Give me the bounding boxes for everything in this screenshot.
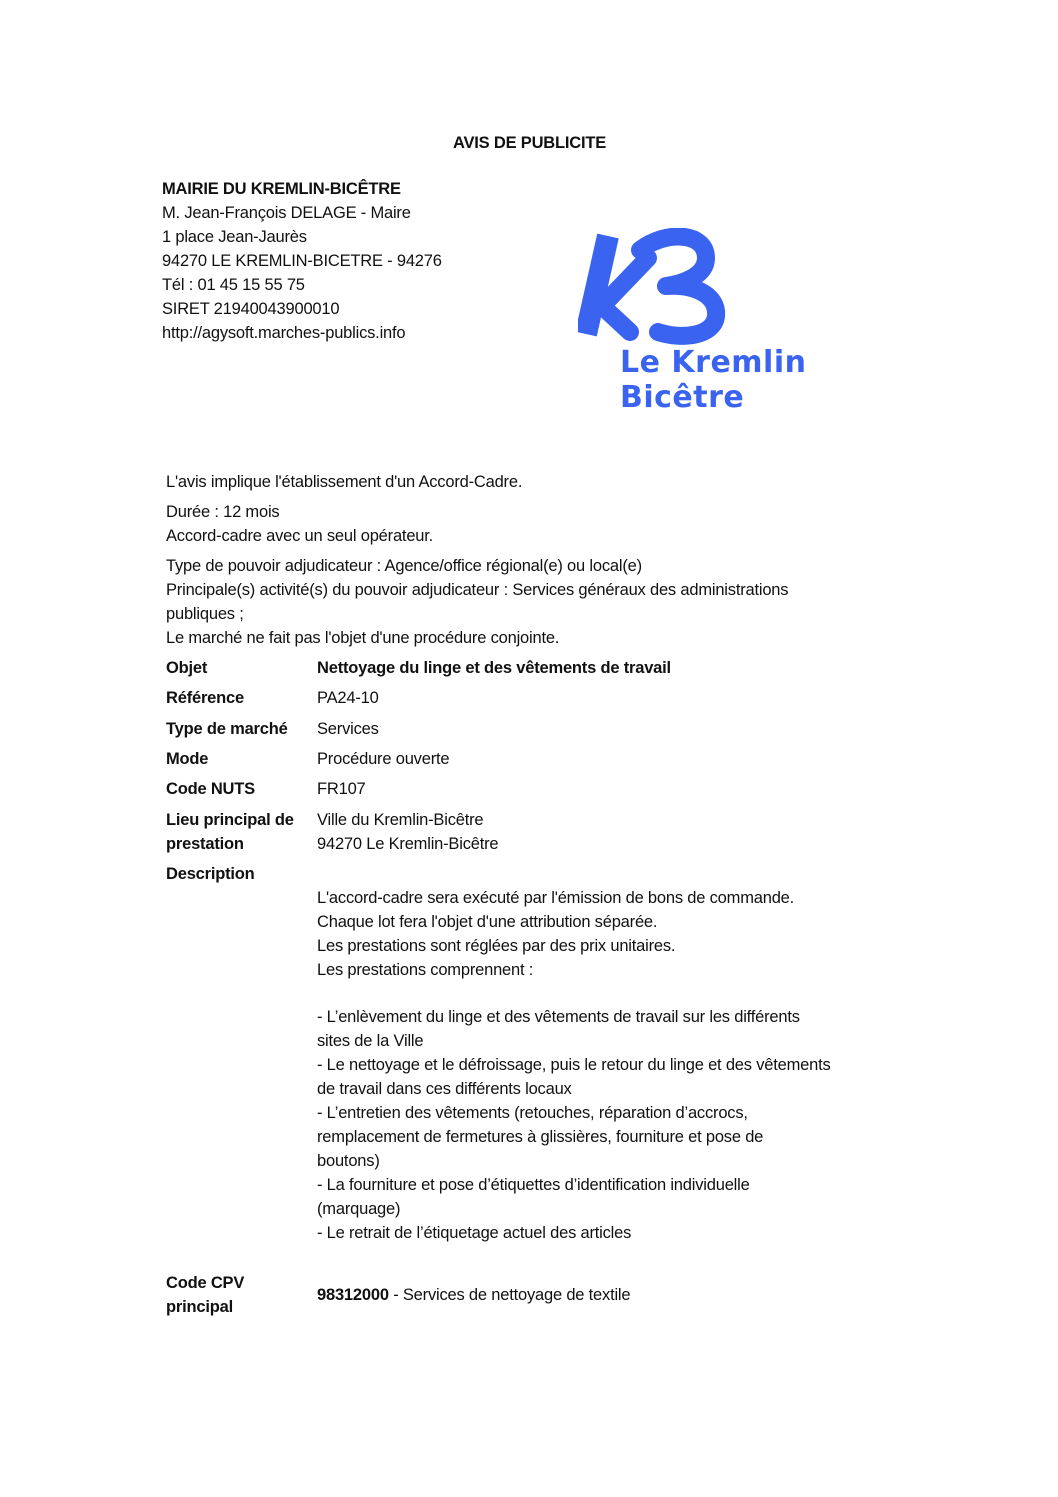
market-type-value: Services xyxy=(317,720,379,738)
authority-activities-cont: publiques ; xyxy=(166,605,244,623)
description-line: sites de la Ville xyxy=(317,1032,424,1050)
description-line: Les prestations sont réglées par des prix unitaires. xyxy=(317,937,676,955)
mode-label: Mode xyxy=(166,750,209,768)
market-type-label: Type de marché xyxy=(166,720,288,738)
description-line: boutons) xyxy=(317,1152,380,1170)
objet-value: Nettoyage du linge et des vêtements de travail xyxy=(317,659,671,677)
cpv-code: 98312000 xyxy=(317,1286,389,1304)
description-line: - Le nettoyage et le défroissage, puis le retour du linge et des vêtements xyxy=(317,1056,831,1074)
logo-text-line1: Le Kremlin xyxy=(620,345,807,380)
description-line: L'accord-cadre sera exécuté par l'émission de bons de commande. xyxy=(317,889,795,907)
reference-value: PA24-10 xyxy=(317,689,379,707)
description-line: remplacement de fermetures à glissières, fourniture et pose de xyxy=(317,1128,764,1146)
location-label: Lieu principal de xyxy=(166,811,294,829)
description-label: Description xyxy=(166,865,255,883)
joint-procedure-info: Le marché ne fait pas l'objet d'une procédure conjointe. xyxy=(166,629,560,647)
description-line: - L’entretien des vêtements (retouches, réparation d’accrocs, xyxy=(317,1104,748,1122)
organization-website-link[interactable]: http://agysoft.marches-publics.info xyxy=(162,324,406,342)
nuts-label: Code NUTS xyxy=(166,780,255,798)
notice-title: AVIS DE PUBLICITE xyxy=(453,134,607,152)
description-line: - L’enlèvement du linge et des vêtements de travail sur les différents xyxy=(317,1008,800,1026)
description-line: Les prestations comprennent : xyxy=(317,961,534,979)
operator-info: Accord-cadre avec un seul opérateur. xyxy=(166,527,434,545)
description-line: Chaque lot fera l'objet d'une attribution séparée. xyxy=(317,913,658,931)
organization-phone: Tél : 01 45 15 55 75 xyxy=(162,276,305,294)
organization-contact: M. Jean-François DELAGE - Maire xyxy=(162,204,411,222)
location-value-cont: 94270 Le Kremlin-Bicêtre xyxy=(317,835,499,853)
authority-activities: Principale(s) activité(s) du pouvoir adjudicateur : Services généraux des administrations xyxy=(166,581,789,599)
location-value: Ville du Kremlin-Bicêtre xyxy=(317,811,484,829)
description-line: - Le retrait de l’étiquetage actuel des articles xyxy=(317,1224,632,1242)
organization-name: MAIRIE DU KREMLIN-BICÊTRE xyxy=(162,180,401,198)
description-line: - La fourniture et pose d’étiquettes d’identification individuelle xyxy=(317,1176,750,1194)
organization-address: 1 place Jean-Jaurès xyxy=(162,228,307,246)
description-line: de travail dans ces différents locaux xyxy=(317,1080,572,1098)
description-line: (marquage) xyxy=(317,1200,401,1218)
reference-label: Référence xyxy=(166,689,244,707)
cpv-value xyxy=(317,1283,630,1307)
cpv-label: Code CPV xyxy=(166,1274,245,1292)
accord-cadre-statement: L'avis implique l'établissement d'un Accord-Cadre. xyxy=(166,473,523,491)
mode-value: Procédure ouverte xyxy=(317,750,450,768)
objet-label: Objet xyxy=(166,659,208,677)
authority-type: Type de pouvoir adjudicateur : Agence/office régional(e) ou local(e) xyxy=(166,557,642,575)
duration: Durée : 12 mois xyxy=(166,503,280,521)
logo-text-line2: Bicêtre xyxy=(620,380,745,415)
cpv-label-cont: principal xyxy=(166,1298,233,1316)
nuts-value: FR107 xyxy=(317,780,366,798)
organization-city: 94270 LE KREMLIN-BICETRE - 94276 xyxy=(162,252,442,270)
organization-siret: SIRET 21940043900010 xyxy=(162,300,340,318)
cpv-description: - Services de nettoyage de textile xyxy=(388,1286,631,1304)
location-label-cont: prestation xyxy=(166,835,244,853)
